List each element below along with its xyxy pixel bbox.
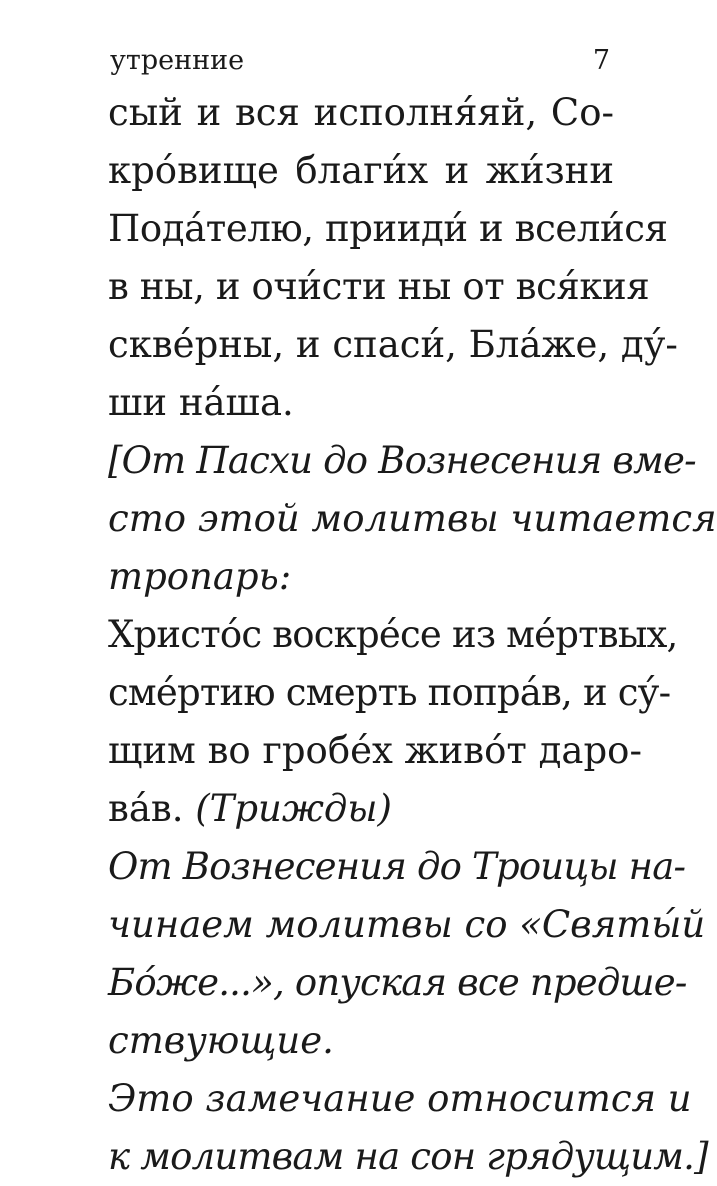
rubric-line: ствующие.	[108, 1019, 334, 1062]
rubric-line: Бо́же...», опуская все предше-	[108, 961, 687, 1004]
rubric-thrice: (Трижды)	[195, 787, 392, 830]
rubric-line: тропарь:	[108, 555, 292, 598]
running-head	[108, 38, 614, 84]
prayer-text	[108, 84, 717, 1186]
troparion-line: сме́ртию смерть попра́в, и су́-	[108, 671, 671, 714]
text-line: скве́рны, и спаси́, Бла́же, ду́-	[108, 323, 678, 366]
text-line: Пода́телю, прииди́ и всели́ся	[108, 207, 668, 250]
rubric-line: сто этой молитвы читается	[108, 497, 717, 540]
text-line: кро́вище благи́х и жи́зни	[108, 149, 614, 192]
text-line: в ны, и очи́сти ны от вся́кия	[108, 265, 650, 308]
troparion-line: щим во гробе́х живо́т даро-	[108, 729, 642, 772]
troparion-line: Христо́с воскре́се из ме́ртвых,	[108, 613, 678, 656]
rubric-line: к молитвам на сон грядущим.]	[108, 1135, 708, 1178]
page-number: 7	[592, 45, 610, 76]
rubric-line: От Вознесения до Троицы на-	[108, 845, 686, 888]
running-title: утренние	[110, 45, 245, 76]
troparion-line	[108, 780, 614, 838]
text-line: сый и вся исполня́яй, Со-	[108, 91, 614, 134]
book-page	[108, 38, 717, 1178]
text-line: ши на́ша.	[108, 381, 294, 424]
rubric-line: чинаем молитвы со «Святы́й	[108, 903, 706, 946]
rubric-line: [От Пасхи до Вознесения вме-	[108, 439, 696, 482]
rubric-line: Это замечание относится и	[108, 1077, 692, 1120]
troparion-end: ва́в.	[108, 787, 184, 830]
